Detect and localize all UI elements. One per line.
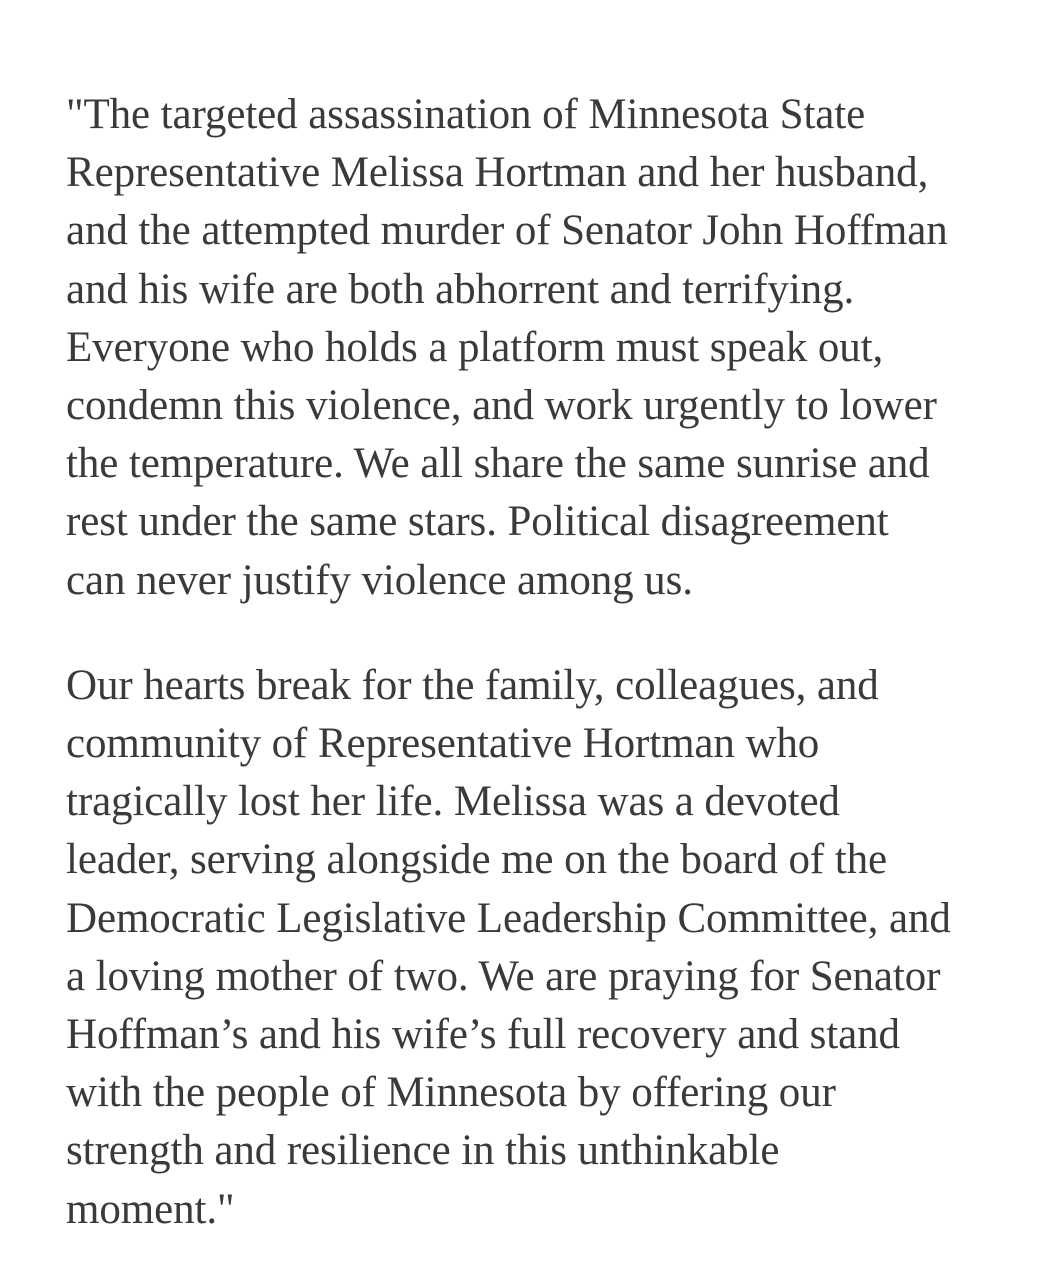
text-line: rest under the same stars. Political disagreement bbox=[66, 498, 889, 546]
text-line: and his wife are both abhorrent and terrifying. bbox=[66, 265, 855, 313]
text-line: condemn this violence, and work urgently to lower bbox=[66, 382, 937, 430]
text-line: Representative Melissa Hortman and her husband, bbox=[66, 149, 929, 197]
text-line: strength and resilience in this unthinkable bbox=[66, 1127, 780, 1175]
text-line: Everyone who holds a platform must speak out, bbox=[66, 323, 884, 371]
text-line: tragically lost her life. Melissa was a devoted bbox=[66, 778, 840, 826]
text-line: community of Representative Hortman who bbox=[66, 720, 820, 768]
statement-paragraph-2 bbox=[66, 657, 1056, 1239]
text-line: Democratic Legislative Leadership Committee, and bbox=[66, 894, 951, 942]
text-line: with the people of Minnesota by offering our bbox=[66, 1069, 836, 1117]
text-line: and the attempted murder of Senator John Hoffman bbox=[66, 207, 948, 255]
text-line: "The targeted assassination of Minnesota State bbox=[66, 91, 866, 138]
text-line: moment." bbox=[66, 1185, 235, 1233]
text-line: a loving mother of two. We are praying for Senator bbox=[66, 952, 941, 1000]
statement-paragraph-1 bbox=[66, 86, 1056, 610]
text-line: leader, serving alongside me on the board of the bbox=[66, 836, 887, 884]
text-line: can never justify violence among us. bbox=[66, 556, 693, 604]
text-line: Our hearts break for the family, colleagues, and bbox=[66, 661, 879, 709]
text-line: Hoffman’s and his wife’s full recovery and stand bbox=[66, 1011, 900, 1059]
text-line: the temperature. We all share the same sunrise and bbox=[66, 440, 930, 488]
statement-text bbox=[66, 86, 1056, 1239]
